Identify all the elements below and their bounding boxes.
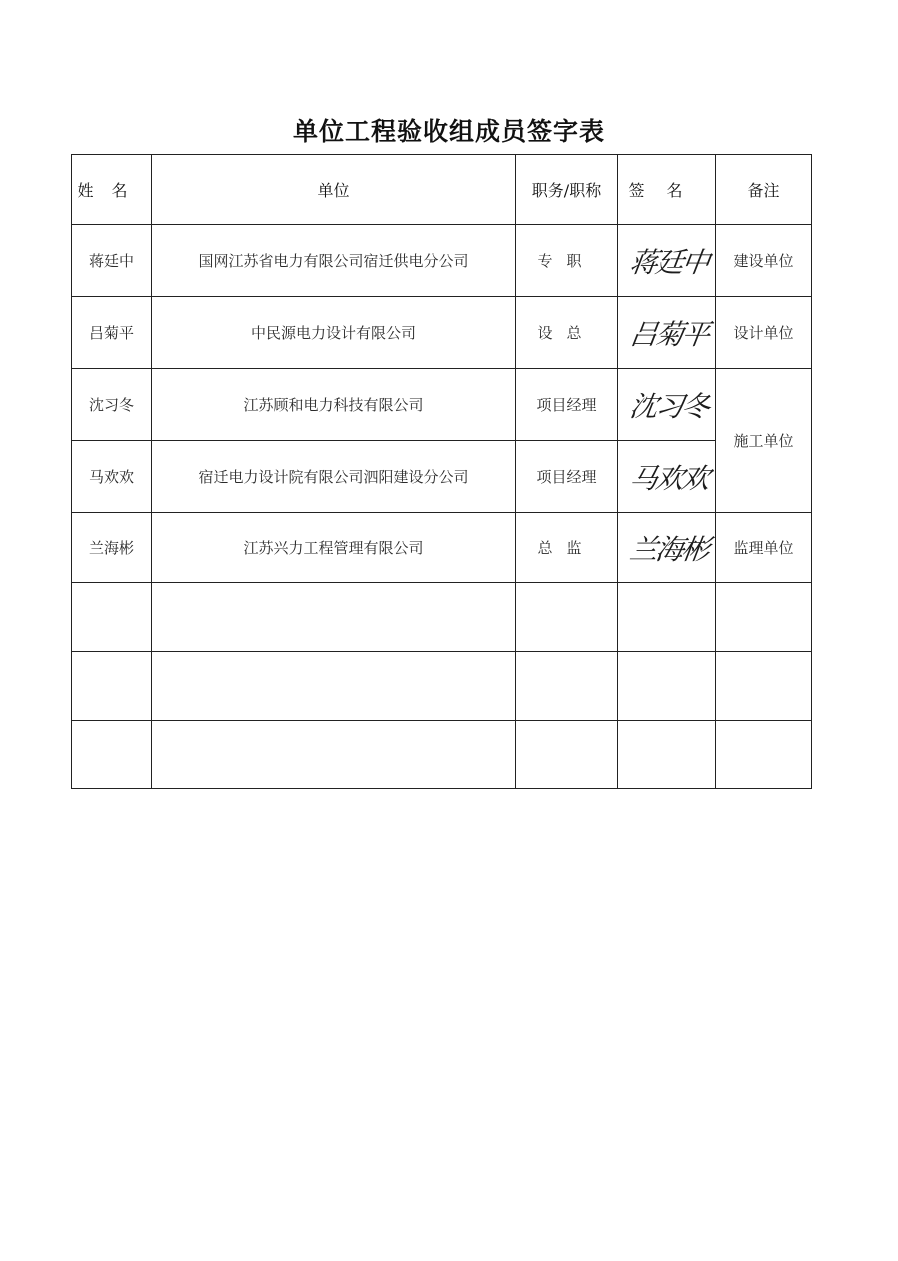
merged-remark: 施工单位	[716, 369, 812, 513]
member-remark: 设计单位	[716, 297, 812, 369]
member-unit: 江苏兴力工程管理有限公司	[152, 513, 516, 583]
empty-cell	[716, 721, 812, 789]
empty-cell	[516, 721, 618, 789]
member-remark: 建设单位	[716, 225, 812, 297]
member-unit: 江苏顾和电力科技有限公司	[152, 369, 516, 441]
handwritten-signature: 兰海彬	[627, 532, 711, 566]
empty-cell	[716, 583, 812, 652]
table-row	[72, 369, 812, 441]
member-position: 设总	[516, 297, 618, 369]
member-position: 项目经理	[516, 369, 618, 441]
handwritten-signature: 马欢欢	[627, 461, 711, 495]
member-position: 专职	[516, 225, 618, 297]
empty-cell	[72, 652, 152, 721]
signature-cell	[618, 513, 716, 583]
header-remarks: 备注	[716, 155, 812, 225]
header-name: 姓名	[72, 155, 152, 225]
document-title: 单位工程验收组成员签字表	[292, 117, 605, 146]
member-name: 吕菊平	[72, 297, 152, 369]
signature-cell	[618, 441, 716, 513]
empty-cell	[152, 583, 516, 652]
member-name: 蒋廷中	[72, 225, 152, 297]
empty-cell	[72, 583, 152, 652]
member-name: 沈习冬	[72, 369, 152, 441]
member-position: 项目经理	[516, 441, 618, 513]
member-unit: 国网江苏省电力有限公司宿迁供电分公司	[152, 225, 516, 297]
table-row	[72, 297, 812, 369]
signature-cell	[618, 297, 716, 369]
empty-row	[72, 583, 812, 652]
handwritten-signature: 沈习冬	[627, 389, 711, 423]
empty-row	[72, 652, 812, 721]
header-position: 职务/职称	[516, 155, 618, 225]
empty-row	[72, 721, 812, 789]
empty-cell	[72, 721, 152, 789]
empty-cell	[516, 652, 618, 721]
signature-cell	[618, 369, 716, 441]
empty-cell	[152, 652, 516, 721]
member-remark: 监理单位	[716, 513, 812, 583]
empty-cell	[618, 583, 716, 652]
member-unit: 中民源电力设计有限公司	[152, 297, 516, 369]
handwritten-signature: 蒋廷中	[627, 245, 711, 279]
empty-cell	[152, 721, 516, 789]
member-name: 马欢欢	[72, 441, 152, 513]
empty-cell	[516, 583, 618, 652]
table-row	[72, 441, 812, 513]
table-row	[72, 225, 812, 297]
signature-cell	[618, 225, 716, 297]
table-header-row	[72, 155, 812, 225]
table-row	[72, 513, 812, 583]
member-name: 兰海彬	[72, 513, 152, 583]
handwritten-signature: 吕菊平	[627, 317, 711, 351]
member-unit: 宿迁电力设计院有限公司泗阳建设分公司	[152, 441, 516, 513]
header-unit: 单位	[152, 155, 516, 225]
empty-cell	[618, 721, 716, 789]
member-position: 总监	[516, 513, 618, 583]
header-signature: 签名	[618, 155, 716, 225]
empty-cell	[618, 652, 716, 721]
empty-cell	[716, 652, 812, 721]
signature-table	[71, 154, 812, 789]
